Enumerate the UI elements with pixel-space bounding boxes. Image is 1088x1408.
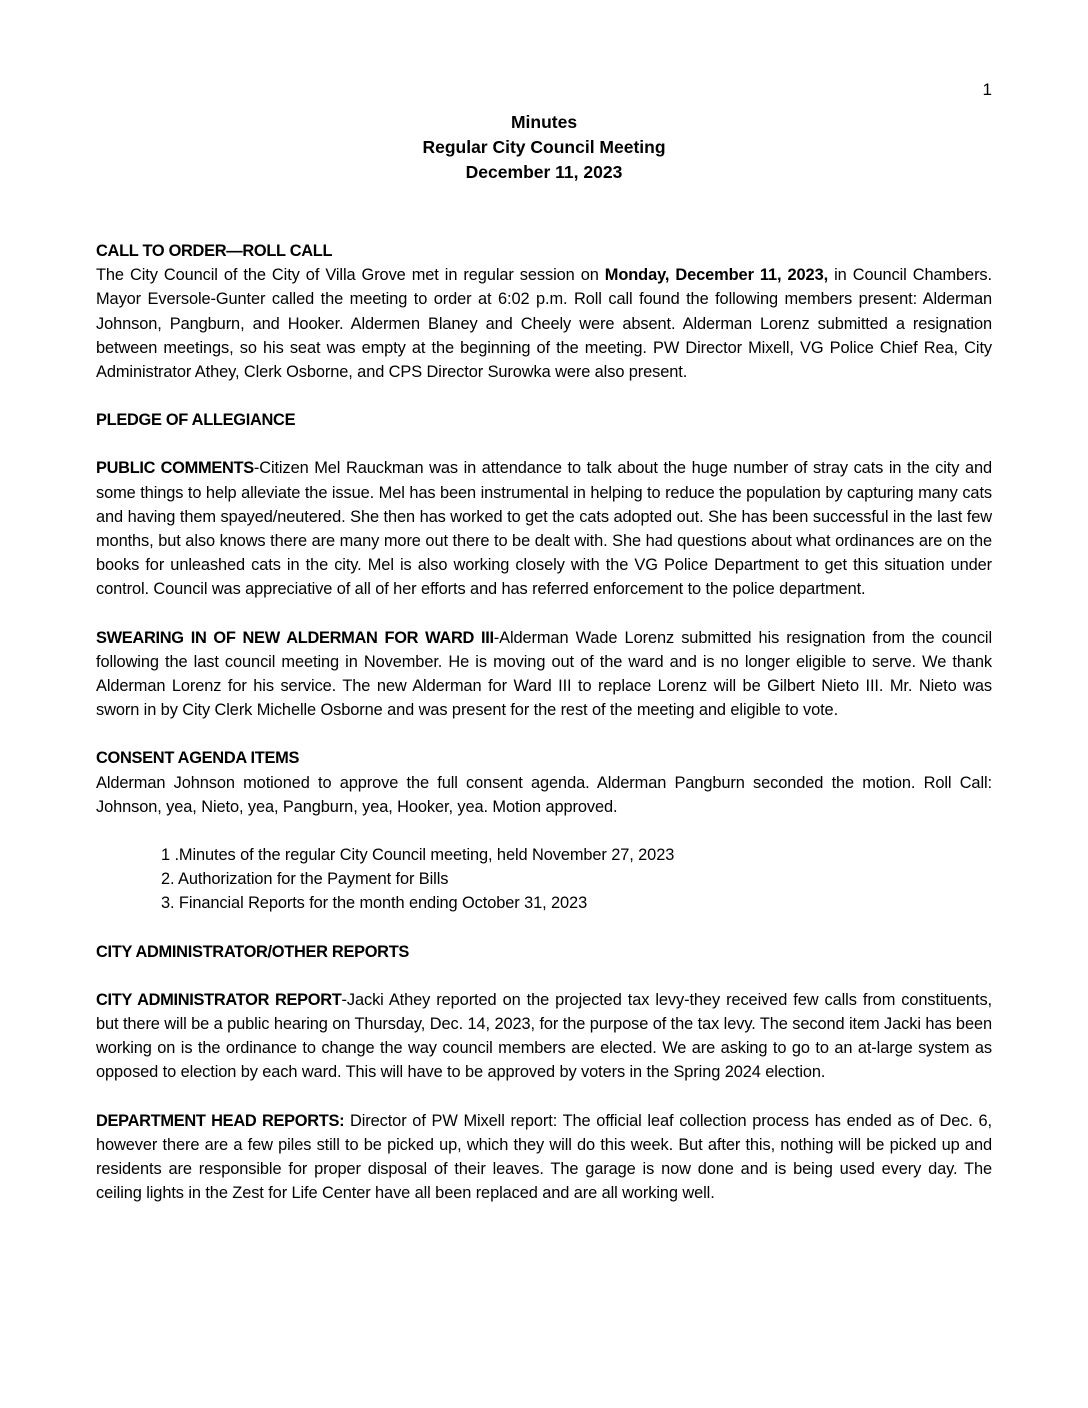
section-call-to-order	[96, 239, 992, 384]
swearing-in-text: -Alderman Wade Lorenz submitted his resignation from the council following the last council meeting in November. He is moving out of the ward and is no longer eligible to serve. We thank Alderman Lorenz for his service. The new Alderman for Ward III to replace Lorenz will be Gilbert Nieto III. Mr. Nieto was sworn in by City Clerk Michelle Osborne and was present for the rest of the meeting and eligible to vote.	[96, 628, 992, 720]
section-city-admin-report	[96, 988, 992, 1085]
section-swearing-in	[96, 626, 992, 723]
section-department-head	[96, 1109, 992, 1206]
consent-agenda-paragraph: Alderman Johnson motioned to approve the full consent agenda. Alderman Pangburn seconded the motion. Roll Call: Johnson, yea, Nieto, yea, Pangburn, yea, Hooker, yea. Motion approved.	[96, 773, 992, 816]
call-to-order-heading: CALL TO ORDER—ROLL CALL	[96, 242, 333, 260]
department-head-text: Director of PW Mixell report: The official leaf collection process has ended as of Dec. 6, however there are a few piles still to be picked up, which they will do this week. But after this, nothing will be picked up and residents are responsible for proper disposal of their leaves. The garage is now done and is being used every day. The ceiling lights in the Zest for Life Center have all been replaced and are all working well.	[96, 1111, 992, 1203]
consent-item-bills: 2. Authorization for the Payment for Bills	[161, 870, 449, 889]
section-pledge	[96, 408, 992, 432]
consent-agenda-list	[161, 843, 992, 916]
swearing-in-heading: SWEARING IN OF NEW ALDERMAN FOR WARD III	[96, 628, 494, 647]
section-public-comments	[96, 456, 992, 601]
meeting-date-bold: Monday, December 11, 2023,	[604, 266, 829, 285]
section-city-admin-other	[96, 940, 992, 964]
public-comments-text: -Citizen Mel Rauckman was in attendance to talk about the huge number of stray cats in the city and some things to help alleviate the issue. Mel has been instrumental in helping to reduce the population by capturing many cats and having them spayed/neutered. She then has worked to get the cats adopted out. She has been successful in the last few months, but also knows there are many more out there to be dealt with. She had questions about what ordinances are on the books for unleashed cats in the city. Mel is also working closely with the VG Police Department to get this situation under control. Council was appreciative of all of her efforts and has referred enforcement to the police department.	[96, 459, 993, 599]
title-meeting-type: Regular City Council Meeting	[422, 137, 666, 157]
city-admin-report-heading: CITY ADMINISTRATOR REPORT	[96, 990, 342, 1009]
city-admin-report-text: -Jacki Athey reported on the projected tax levy-they received few calls from constituents, but there will be a public hearing on Thursday, Dec. 14, 2023, for the purpose of the tax levy. The second item Jacki has been working on is the ordinance to change the way council members are elected. We are asking to go to an at-large system as opposed to election by each ward. This will have to be approved by voters in the Spring 2024 election.	[96, 990, 993, 1082]
document-title	[0, 110, 1088, 185]
call-to-order-paragraph	[96, 263, 992, 384]
pledge-heading: PLEDGE OF ALLEGIANCE	[96, 411, 296, 430]
public-comments-heading: PUBLIC COMMENTS	[96, 459, 254, 478]
title-date: December 11, 2023	[465, 162, 623, 182]
call-to-order-text-end: in Council Chambers. Mayor Eversole-Gunter called the meeting to order at 6:02 p.m. Roll call found the following members present: Alderman Johnson, Pangburn, and Hooker. Aldermen Blaney and Cheely were absent. Alderman Lorenz submitted a resignation between meetings, so his seat was empty at the beginning of the meeting. PW Director Mixell, VG Police Chief Rea, City Administrator Athey, Clerk Osborne, and CPS Director Surowka were also present.	[96, 266, 992, 382]
call-to-order-text-start: The City Council of the City of Villa Grove met in regular session on	[96, 266, 605, 285]
consent-item-minutes: 1 .Minutes of the regular City Council meeting, held November 27, 2023	[161, 846, 675, 865]
section-consent-agenda	[96, 746, 992, 915]
page-number: 1	[982, 80, 992, 99]
consent-item-financial: 3. Financial Reports for the month ending October 31, 2023	[161, 894, 588, 913]
department-head-heading: DEPARTMENT HEAD REPORTS:	[96, 1111, 345, 1130]
title-minutes: Minutes	[510, 112, 578, 132]
city-admin-other-heading: CITY ADMINISTRATOR/OTHER REPORTS	[96, 942, 410, 961]
minutes-body	[96, 239, 992, 1230]
consent-agenda-heading: CONSENT AGENDA ITEMS	[96, 749, 300, 768]
